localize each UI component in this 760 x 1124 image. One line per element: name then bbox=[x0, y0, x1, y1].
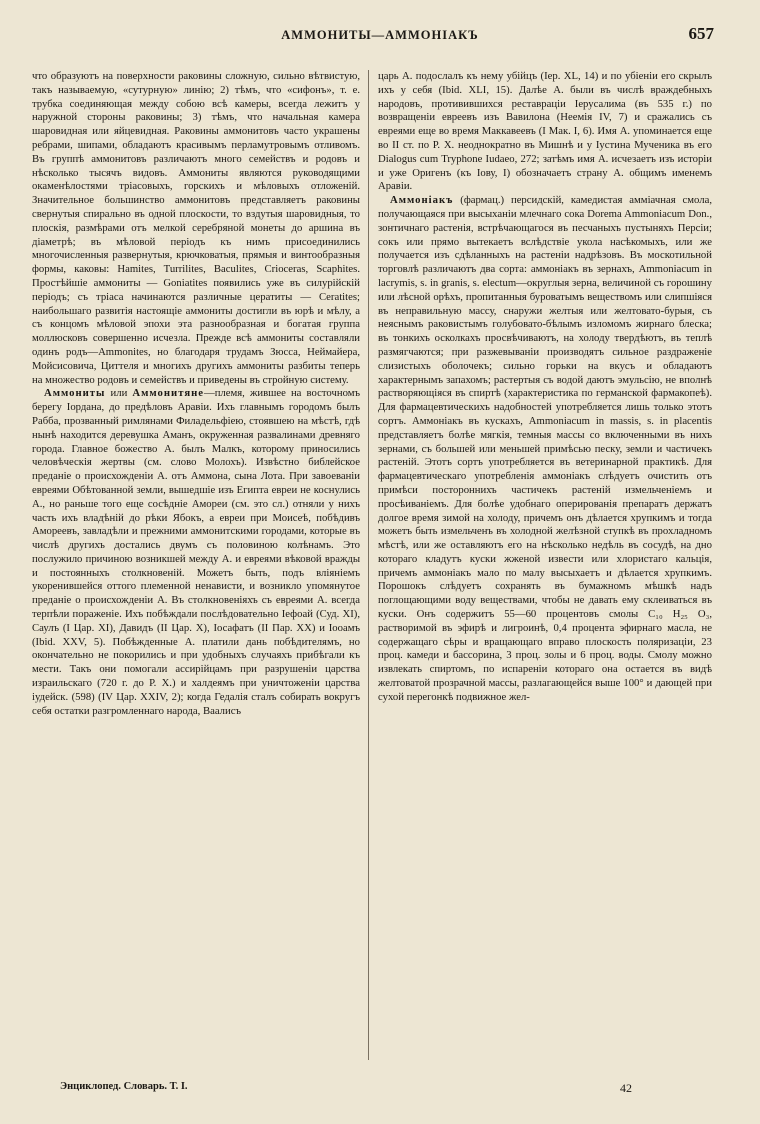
right-paragraph-1: царь А. подослалъ къ нему убійцъ (Іер. XL, 14) и по убіеніи его скрылъ ихъ у себя (Ibid. XLI, 15). Далѣе А. были въ числѣ враждебныхъ народовъ, противившихся реставраціи Іерусалима (въ 535 г.) по возвращеніи евреевъ изъ Вавилона (Неемія IV, 7) и сражались съ евреями еще во время Маккавеевъ (I Мак. I, 6). Имя А. упоминается еще во II ст. по Р. Х. неоднократно въ Мишнѣ и у Іустина Мученика въ его Dialogus cum Tryphone Iudaeo, 272; затѣмъ имя А. исчезаетъ изъ исторіи и уже Оригенъ (къ Іову, I) обозначаетъ страну А. общимъ именемъ Аравіи. bbox=[378, 70, 712, 193]
column-divider bbox=[368, 70, 369, 1060]
right-column bbox=[378, 70, 712, 705]
left-paragraph-2-body: —племя, жившее на восточномъ берегу Іордана, до предѣловъ Аравіи. Ихъ главнымъ городомъ былъ Рабба, прозванный римлянами Филадельфіею, стоявшею на мѣстѣ, гдѣ нынѣ находится деревушка Аманъ, окруженная развалинами древняго города. Главное божество А. былъ Малкъ, которому приносились человѣческія жертвы (см. слово Молохъ). Извѣстно библейское преданіе о происхожденіи А. отъ Аммона, сына Лота. При завоеваніи евреями Обѣтованной земли, вышедшіе изъ Египта евреи не коснулись А., но раньше того еще сосѣдніе Амореи (см. это сл.) отняли у нихъ часть ихъ владѣній до рѣки Ябокъ, а евреи при Моисеѣ, побѣдивъ Амореевъ, завладѣли и прежними аммонитскими городами, которые въ числѣ другихъ достались двумъ съ половиною колѣнамъ. Это послужило причиною возникшей между А. и евреями вѣковой вражды и постоянныхъ столкновеній. Можетъ быть, подъ вліяніемъ укоренившейся оттого племенной ненависти, и возникло упомянутое преданіе о происхожденіи А. Въ столкновеніяхъ съ евреями А. всегда терпѣли пораженіе. Ихъ побѣждали послѣдовательно Іефоай (Суд. XI), Саулъ (І Цар. XI), Давидъ (II Цар. X), Іосафатъ (II Пар. XX) и Іооамъ (Ibid. XXV, 5). Побѣжденные А. платили дань побѣдителямъ, но окончательно не покорились и при удобныхъ случаяхъ прибѣгали къ мести. Такъ они помогали ассирійцамъ при разрушеніи царства израильскаго (720 г. до Р. Х.) и халдеямъ при уничтоженіи царства іудейск. (598) (IV Цар. XXIV, 2); когда Гедалія сталъ собирать вокругъ себя остатки разгромленнаго народа, Ваалисъ bbox=[32, 387, 360, 717]
page-number: 657 bbox=[688, 24, 714, 43]
entry-heading-ammonity: Аммониты bbox=[44, 387, 106, 400]
left-paragraph-1: что образуютъ на поверхности раковины сложную, сильно вѣтвистую, такъ называемую, «сутурную» линію; 2) тѣмъ, что «сифонъ», т. е. трубка соединяющая между собою всѣ камеры, всегда лежитъ у наружной стороны раковины; 3) тѣмъ, что начальная камера шаровидная или яйцевидная. Раковины аммонитовъ часто украшены ребрами, шипами, обладаютъ красивымъ перламутровымъ отливомъ. Въ группѣ аммонитовъ различаютъ много семействъ и родовъ и нѣсколько тысячъ видовъ. Аммониты являются руководящими окаменѣлостями тріасовыхъ, горскихъ и мѣловыхъ отложеній. Значительное большинство аммонитовъ представляетъ раковины свернутыя спирально въ одной плоскости, то вздутыя шаровидныя, то плоскія, размѣрами отъ мелкой серебряной монеты до аршина въ діаметрѣ; въ мѣловой періодъ къ нимъ присоединились многочисленныя развернутыя, крючковатыя, прямыя и винтообразныя формы, каковы: Hamites, Turrilites, Baculites, Crioceras, Scaphites. Простѣйшіе аммониты — Goniatites появились уже въ силурійскій періодъ; съ тріаса начинаются различные цератиты — Ceratites; наибольшаго развитія настоящіе аммониты достигли въ юрѣ и мѣлу, а съ концомъ мѣловой эпохи эта разнообразная и богатая группа моллюсковъ совершенно исчезла. Прежде всѣ аммониты составляли одинъ родъ—Ammonites, но благодаря трудамъ Зюсса, Неймайера, Мойсисовича, Циттеля и многихъ другихъ аммониты разбиты теперь на множество родовъ и семействъ и приведены въ стройную систему. bbox=[32, 70, 360, 386]
right-paragraph-2 bbox=[378, 194, 712, 704]
footer-signature: Энциклопед. Словарь. Т. I. bbox=[60, 1081, 188, 1092]
entry-heading-ammonityane: Аммонитяне bbox=[132, 387, 205, 400]
right-paragraph-2-body: (фармац.) персидскій, камедистая аммiачная смола, получающаяся при высыханіи млечнаго сока Dorema Ammoniacum Don., зонтичнаго растенія, встрѣчающагося въ песчаныхъ пустыняхъ Персіи; сокъ или прямо вытекаетъ вслѣдствіе укола насѣкомыхъ, или же получается изъ сдѣланныхъ на растеніи надрѣзовъ. Въ москотильной торговлѣ различаютъ два сорта: аммоніакъ въ зернахъ, Ammoniacum in lacrymis, s. in granis, s. electum—округлыя зерна, величиной съ горошину или лѣсной орѣхъ, пропитанныя буроватымъ веществомъ или слипшіяся въ неправильную массу, снаружи желтыя или желтовато-бурыя, съ неяснымъ раковистымъ голубовато-бѣлымъ изломомъ жирнаго блеска; въ тонкихъ осколкахъ просвѣчиваютъ, на холоду твердѣютъ, въ теплѣ размягчаются; при разжевываніи производятъ сильное раздраженіе слизистыхъ оболочекъ; сильно горьки на вкусъ и обладаютъ характернымъ запахомъ; растертыя съ водой даютъ эмульсію, не вполнѣ растворяющіяся въ спиртѣ (характеристика по германской фармакопеѣ). Для фармацевтическихъ надобностей употребляется лишь только этотъ сортъ. Аммоніакъ въ кускахъ, Ammoniacum in massis, s. in placentis представляетъ болѣе мягкія, темныя массы со включенными въ нихъ зернами, съ большей или меньшей примѣсью песку, земли и частичекъ растеній. Этотъ сортъ употребляется въ ветеринарной практикѣ. Для фармацевтическаго употребленія аммоніакъ слѣдуетъ очистить отъ примѣси постороннихъ частичекъ растеній измельченіемъ и просѣиваніемъ. Для болѣе удобнаго оперированія препаратъ держатъ долгое время зимой на холоду, причемъ онъ дѣлается хрупкимъ и тогда можетъ быть измельченъ въ холодной желѣзной ступкѣ въ прохладномъ мѣстѣ, или же оставляютъ его на нѣсколько недѣль въ сосудѣ, на дно котораго кладутъ куски жженой извести или хлористаго кальція, причемъ аммоніакъ мало по малу высыхаетъ и дѣлается хрупкимъ. Порошокъ слѣдуетъ сохранять въ бумажномъ мѣшкѣ надъ поглощающими воду веществами, чтобы не давать ему склеиваться въ куски. Онъ содержитъ 55—60 процентовъ смолы C₁₀ H₂₅ O₃, растворимой въ эфирѣ и лигроинѣ, 0,4 процента эфирнаго масла, не содержащаго сѣры и вращающаго вправо плоскость поляризаціи, 23 проц. камеди и бассорина, 3 проц. золы и 6 проц. воды. Смолу можно извлекать спиртомъ, по испареніи котораго она остается въ видѣ желтоватой прозрачной массы, разлагающейся выше 100° и дающей при сухой перегонкѣ подвижное жел- bbox=[378, 194, 712, 703]
entry-heading-ammoniak: Аммоніакъ bbox=[390, 194, 454, 207]
left-paragraph-2 bbox=[32, 387, 360, 718]
entry-heading-join: или bbox=[105, 387, 133, 400]
left-column bbox=[32, 70, 360, 718]
running-header: АММОНИТЫ—АММОНІАКЪ bbox=[281, 28, 479, 42]
footer-sheet-number: 42 bbox=[620, 1081, 632, 1095]
